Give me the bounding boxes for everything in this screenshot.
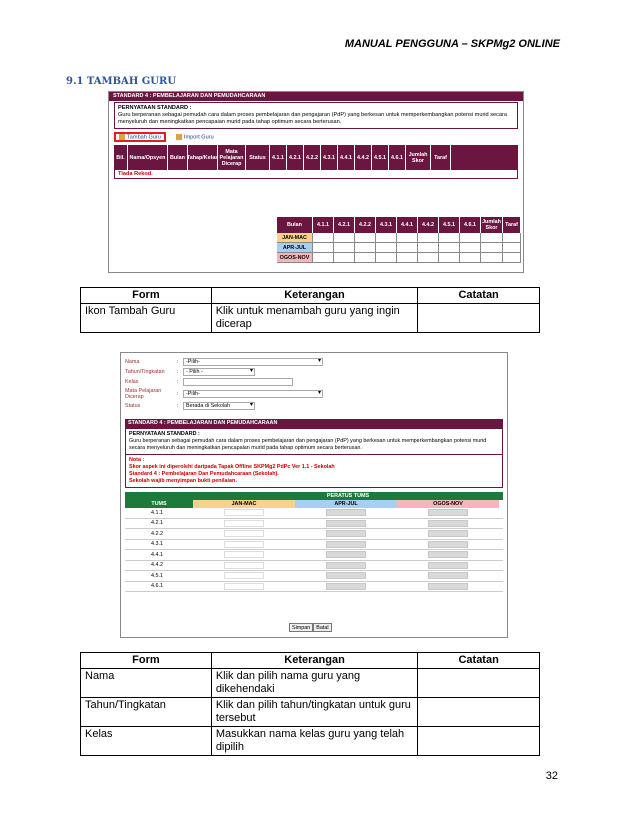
summary-column-header: 4.5.1 — [439, 217, 460, 233]
tums-cell — [193, 550, 295, 560]
tums-input — [428, 520, 468, 527]
tums-input[interactable] — [224, 562, 264, 569]
statement-box-2 — [125, 428, 503, 455]
tums-grid-title: PERATUS TUMS — [326, 493, 370, 499]
form-label: Tahun/Tingkatan — [125, 369, 165, 375]
table-cell — [418, 669, 540, 698]
table-header: Catatan — [418, 653, 540, 669]
form-select[interactable]: -Pilih- ▾ — [183, 358, 323, 366]
statement-title: PERNYATAAN STANDARD : — [118, 105, 192, 111]
form-row — [125, 401, 507, 411]
column-header: Taraf — [431, 145, 451, 170]
table-header: Keterangan — [211, 288, 418, 304]
table-cell: Kelas — [81, 727, 212, 756]
tums-cell — [397, 582, 499, 592]
summary-row — [277, 233, 521, 243]
statement-text: Guru berperanan sebagai pemudah cara dalam proses pembelajaran dan pengajaran (PdP) yang berkesan untuk memperkembangkan potensi murid secara menyeluruh dan meningkatkan pencapaian murid pada tahap optimum secara berterusan. — [118, 112, 508, 125]
tums-cell — [295, 508, 397, 518]
import-icon — [176, 134, 182, 140]
import-guru-button[interactable] — [176, 134, 214, 140]
column-header: 4.2.2 — [304, 145, 321, 170]
summary-cell — [334, 243, 355, 252]
summary-column-header: Bulan — [277, 217, 313, 233]
info-table-2 — [80, 652, 540, 756]
tums-cell — [193, 540, 295, 550]
table-header: Catatan — [418, 288, 540, 304]
tums-input[interactable] — [224, 520, 264, 527]
table-row — [81, 727, 540, 756]
tums-row — [125, 540, 503, 551]
tums-cell — [295, 540, 397, 550]
form-row — [125, 387, 507, 401]
info-table-1 — [80, 287, 540, 333]
tums-input — [326, 583, 366, 590]
tums-cell — [397, 508, 499, 518]
table-row — [81, 698, 540, 727]
form-colon: : — [177, 391, 179, 397]
import-guru-label: Import Guru — [183, 134, 214, 141]
tums-row — [125, 529, 503, 540]
tums-code: 4.2.2 — [151, 530, 163, 537]
summary-cell — [439, 243, 460, 252]
tums-cell — [397, 571, 499, 581]
summary-cell — [481, 253, 503, 262]
summary-cell — [503, 233, 521, 242]
tums-input[interactable] — [224, 572, 264, 579]
summary-cell — [397, 243, 418, 252]
tums-cell — [193, 571, 295, 581]
kelas-input[interactable] — [183, 378, 293, 386]
toolbar — [114, 132, 518, 142]
tums-input — [326, 509, 366, 516]
summary-cell — [439, 253, 460, 262]
summary-cell — [503, 253, 521, 262]
form-select[interactable]: - Pilih - ▾ — [183, 368, 255, 376]
table-header: Form — [81, 288, 212, 304]
tums-cell — [397, 561, 499, 571]
tums-row — [125, 582, 503, 593]
tums-label: TUMS — [125, 500, 193, 508]
summary-header — [277, 217, 521, 233]
column-header: Bulan — [168, 145, 188, 170]
column-header: 4.2.1 — [287, 145, 304, 170]
period-header: APR-JUL — [295, 500, 397, 508]
statement-text-2: Guru berperanan sebagai pemudah cara dalam proses pembelajaran dan pengajaran (PdP) yang berkesan untuk memperkembangkan potensi murid secara menyeluruh dan meningkatkan pencapaian murid pada tahap optimum secara berterusan. — [129, 438, 487, 451]
form-colon: : — [177, 369, 179, 375]
tums-cell — [193, 561, 295, 571]
tums-cell — [295, 529, 397, 539]
tambah-guru-label: Tambah Guru — [127, 134, 161, 141]
summary-column-header: 4.4.2 — [418, 217, 439, 233]
table-cell: Klik dan pilih nama guru yang dikehendaki — [211, 669, 417, 698]
tums-input[interactable] — [224, 509, 264, 516]
summary-column-header: 4.1.1 — [313, 217, 334, 233]
form-label: Status — [125, 403, 141, 409]
screenshot-add-teacher-form — [120, 352, 508, 638]
form-colon: : — [177, 403, 179, 409]
summary-cell — [418, 253, 439, 262]
summary-cell — [334, 233, 355, 242]
tums-cell — [295, 550, 397, 560]
summary-cell — [355, 243, 376, 252]
summary-cell — [355, 253, 376, 262]
table-cell: Klik untuk menambah guru yang ingin dicerap — [211, 304, 418, 333]
tums-code: 4.4.1 — [151, 551, 163, 558]
tums-cell — [193, 519, 295, 529]
tums-input — [326, 520, 366, 527]
teacher-table-header — [114, 145, 518, 170]
column-header: Bil. — [114, 145, 128, 170]
form-colon: : — [177, 379, 179, 385]
screenshot-teacher-list — [108, 91, 524, 273]
summary-cell — [397, 233, 418, 242]
summary-cell — [355, 233, 376, 242]
summary-row — [277, 243, 521, 253]
tums-cell — [295, 582, 397, 592]
tums-cell — [295, 561, 397, 571]
column-header: 4.4.2 — [355, 145, 372, 170]
note-line: Sekolah wajib menyimpan bukti penilaian. — [129, 478, 237, 484]
summary-cell — [313, 233, 334, 242]
table-cell: Klik dan pilih tahun/tingkatan untuk guru tersebut — [211, 698, 417, 727]
column-header: Jumlah Skor — [406, 145, 431, 170]
table-row — [81, 304, 540, 333]
form-label: Mata Pelajaran Dicerap — [125, 388, 162, 400]
tums-input — [326, 562, 366, 569]
batal-button[interactable]: Batal — [313, 623, 331, 632]
tums-cell — [397, 550, 499, 560]
tums-period-header — [125, 500, 503, 508]
summary-table — [277, 217, 521, 263]
summary-cell — [376, 243, 397, 252]
form-row — [125, 367, 507, 377]
form-row — [125, 357, 507, 367]
summary-column-header: 4.6.1 — [460, 217, 481, 233]
table-cell: Tahun/Tingkatan — [81, 698, 212, 727]
tums-input — [428, 551, 468, 558]
form-colon: : — [177, 359, 179, 365]
tums-grid — [125, 492, 503, 592]
summary-cell — [460, 233, 481, 242]
tums-input[interactable] — [224, 583, 264, 590]
table-cell: Ikon Tambah Guru — [81, 304, 212, 333]
table-header: Keterangan — [211, 653, 417, 669]
tums-row — [125, 550, 503, 561]
summary-cell — [460, 253, 481, 262]
tums-cell — [397, 519, 499, 529]
tums-code: 4.1.1 — [151, 509, 163, 516]
note-box — [125, 455, 503, 488]
form-row — [125, 377, 507, 387]
column-header: Nama/Opsyen — [128, 145, 168, 170]
form-select[interactable]: Berada di Sekolah ▾ — [183, 402, 255, 410]
summary-column-header: 4.4.1 — [397, 217, 418, 233]
tums-code: 4.4.2 — [151, 562, 163, 569]
form-label: Nama — [125, 359, 140, 365]
summary-row — [277, 253, 521, 263]
standard-bar-2: STANDARD 4 : PEMBELAJARAN DAN PEMUDAHCARAAN — [125, 419, 503, 428]
column-header: 4.1.1 — [270, 145, 287, 170]
tums-input[interactable] — [224, 551, 264, 558]
tums-input[interactable] — [224, 541, 264, 548]
summary-cell — [334, 253, 355, 262]
tums-row — [125, 561, 503, 572]
note-line: Skor aspek ini diperolehi daripada Tapak Offline SKPMg2 PdPc Ver 1.1 - Sekolah — [129, 464, 335, 470]
tums-cell — [193, 582, 295, 592]
table-cell: Masukkan nama kelas guru yang telah dipilih — [211, 727, 417, 756]
summary-cell — [439, 233, 460, 242]
tums-cell — [193, 529, 295, 539]
tums-grid-title-row — [125, 492, 503, 500]
table-header: Form — [81, 653, 212, 669]
table-cell: Nama — [81, 669, 212, 698]
tums-cell — [397, 529, 499, 539]
tums-code: 4.5.1 — [151, 572, 163, 579]
tums-input — [326, 530, 366, 537]
form-label: Kelas — [125, 379, 139, 385]
column-header: Mata Pelajaran Dicerap — [218, 145, 246, 170]
statement-box — [114, 102, 518, 129]
statement-title-2: PERNYATAAN STANDARD : — [129, 431, 200, 437]
summary-cell — [460, 243, 481, 252]
summary-column-header: 4.2.1 — [334, 217, 355, 233]
note-title: Nota : — [129, 457, 145, 463]
tums-input — [326, 551, 366, 558]
period-header: OGOS-NOV — [397, 500, 499, 508]
summary-cell — [313, 243, 334, 252]
doc-header: MANUAL PENGGUNA – SKPMg2 ONLINE — [344, 38, 560, 50]
table-cell — [418, 698, 540, 727]
page-number: 32 — [545, 770, 558, 782]
tums-row — [125, 519, 503, 530]
tums-row — [125, 508, 503, 519]
summary-cell — [503, 243, 521, 252]
tums-cell — [397, 540, 499, 550]
summary-column-header: 4.3.1 — [376, 217, 397, 233]
tums-title-spacer — [125, 492, 193, 500]
summary-column-header: Jumlah Skor — [481, 217, 503, 233]
column-header: 4.6.1 — [389, 145, 406, 170]
no-record-text: Tiada Rekod. — [114, 170, 518, 179]
summary-cell — [481, 233, 503, 242]
tums-row — [125, 571, 503, 582]
simpan-button[interactable]: Simpan — [289, 623, 313, 632]
tums-code: 4.3.1 — [151, 541, 163, 548]
table-cell — [418, 727, 540, 756]
note-line: Standard 4 : Pembelajaran Dan Pemudahcaraan (Sekolah). — [129, 471, 279, 477]
column-header: 4.4.1 — [338, 145, 355, 170]
tums-input — [428, 530, 468, 537]
column-header: 4.5.1 — [372, 145, 389, 170]
tums-cell — [193, 508, 295, 518]
tums-code: 4.6.1 — [151, 583, 163, 590]
tums-cell — [295, 519, 397, 529]
summary-cell — [418, 233, 439, 242]
summary-cell — [481, 243, 503, 252]
tums-input — [326, 572, 366, 579]
summary-cell — [397, 253, 418, 262]
summary-cell — [376, 253, 397, 262]
tums-input — [428, 583, 468, 590]
table-row — [81, 669, 540, 698]
section-title: 9.1 TAMBAH GURU — [66, 76, 177, 87]
tums-input — [428, 562, 468, 569]
summary-period: OGOS-NOV — [277, 253, 313, 262]
tums-input[interactable] — [224, 530, 264, 537]
tums-input — [428, 572, 468, 579]
summary-column-header: 4.2.2 — [355, 217, 376, 233]
summary-column-header: Taraf — [503, 217, 521, 233]
form-select[interactable]: -Pilih- ▾ — [183, 390, 323, 398]
summary-cell — [313, 253, 334, 262]
tums-input — [428, 509, 468, 516]
summary-cell — [376, 233, 397, 242]
table-cell — [418, 304, 540, 333]
summary-period: JAN-MAC — [277, 233, 313, 242]
tums-code: 4.2.1 — [151, 520, 163, 527]
summary-cell — [418, 243, 439, 252]
column-header: 4.3.1 — [321, 145, 338, 170]
tums-input — [326, 541, 366, 548]
summary-period: APR-JUL — [277, 243, 313, 252]
column-header: Tahap/Kelas — [188, 145, 218, 170]
add-user-icon — [119, 134, 125, 140]
period-header: JAN-MAC — [193, 500, 295, 508]
standard-bar: STANDARD 4 : PEMBELAJARAN DAN PEMUDAHCARAAN — [109, 92, 523, 101]
tambah-guru-button[interactable] — [114, 132, 166, 142]
tums-input — [428, 541, 468, 548]
column-header: Status — [246, 145, 270, 170]
tums-cell — [295, 571, 397, 581]
form-buttons — [289, 623, 332, 632]
